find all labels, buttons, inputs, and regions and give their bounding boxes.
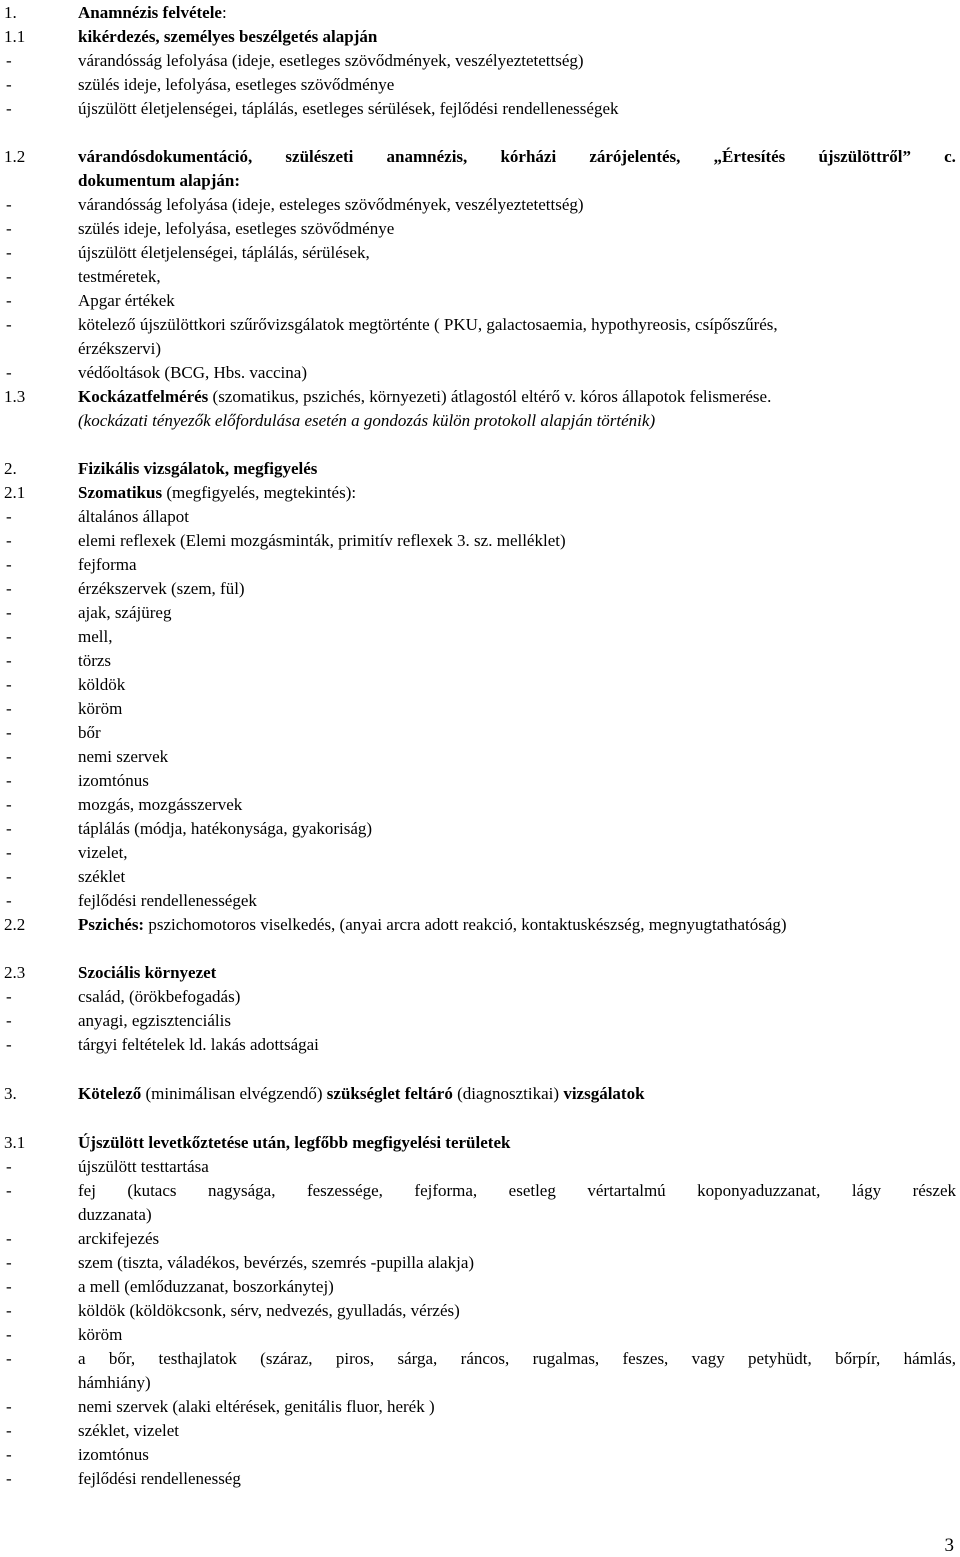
list-dash: - [6,579,12,598]
list-dash: - [6,1277,12,1296]
list-item: köröm [78,1325,123,1344]
list-dash: - [6,651,12,670]
section-3-title-normal-2: (diagnosztikai) [452,1084,564,1103]
list-item: fejlődési rendellenesség [78,1469,241,1488]
list-dash: - [6,819,12,838]
list-item: anyagi, egzisztenciális [78,1011,231,1030]
list-item: szülés ideje, lefolyása, esetleges szövődménye [78,219,395,238]
list-item: szülés ideje, lefolyása, esetleges szövődménye [78,75,395,94]
section-3-title-bold-2: szükséglet feltáró [326,1084,453,1103]
section-3-1-title: Újszülött levetkőztetése után, legfőbb megfigyelési területek [78,1133,511,1152]
list-dash: - [6,1011,12,1030]
section-2-title: Fizikális vizsgálatok, megfigyelés [78,459,318,478]
title-word: „Értesítés [713,147,786,166]
section-1-2-number: 1.2 [4,147,26,166]
section-2-1-bold: Szomatikus [78,483,163,502]
list-item: köldök (köldökcsonk, sérv, nedvezés, gyulladás, vérzés) [78,1301,460,1320]
list-dash: - [6,843,12,862]
list-dash: - [6,1035,12,1054]
list-item: általános állapot [78,507,189,526]
list-item: védőoltások (BCG, Hbs. vaccina) [78,363,307,382]
list-dash: - [6,1253,12,1272]
section-1-title-text: Anamnézis felvétele [78,3,222,22]
title-word: zárójelentés, [589,147,681,166]
list-dash: - [6,1469,12,1488]
section-1-2-title-continued: dokumentum alapján: [78,171,241,190]
list-dash: - [6,771,12,790]
list-dash: - [6,1349,12,1368]
section-3-title-bold-1: Kötelező [78,1084,142,1103]
section-2-2-number: 2.2 [4,915,26,934]
list-item: izomtónus [78,771,149,790]
section-1-3-number: 1.3 [4,387,26,406]
list-item: várandósság lefolyása (ideje, esetleges szövődmények, veszélyeztetettség) [78,51,584,70]
section-2-2-text [78,916,787,933]
list-dash: - [6,75,12,94]
list-dash: - [6,867,12,886]
list-item: a mell (emlőduzzanat, boszorkánytej) [78,1277,334,1296]
list-item: mozgás, mozgásszervek [78,795,243,814]
list-dash: - [6,1229,12,1248]
list-item: szem (tiszta, váladékos, bevérzés, szemrés -pupilla alakja) [78,1253,475,1272]
section-2-1-rest: (megfigyelés, megtekintés): [162,483,357,502]
section-3-number: 3. [4,1084,17,1103]
list-dash: - [6,363,12,382]
section-1-1-number: 1.1 [4,27,26,46]
title-word: várandósdokumentáció, [78,147,253,166]
list-item: nemi szervek (alaki eltérések, genitális fluor, herék ) [78,1397,435,1416]
list-item: vizelet, [78,843,128,862]
section-2-1-title [78,484,356,501]
list-dash: - [6,243,12,262]
title-word: anamnézis, [386,147,468,166]
section-2-3-number: 2.3 [4,963,26,982]
list-item: széklet, vizelet [78,1421,180,1440]
section-1-1-title: kikérdezés, személyes beszélgetés alapján [78,27,378,46]
section-3-title-normal-1: (minimálisan elvégzendő) [141,1084,327,1103]
list-item: elemi reflexek (Elemi mozgásminták, primitív reflexek 3. sz. melléklet) [78,531,566,550]
list-item: várandósság lefolyása (ideje, esteleges szövődmények, veszélyeztetettség) [78,195,584,214]
list-dash: - [6,699,12,718]
section-2-2-rest: pszichomotoros viselkedés, (anyai arcra adott reakció, kontaktuskészség, megnyugtathatóság) [144,915,787,934]
list-dash: - [6,1301,12,1320]
list-item-continued: érzékszervi) [78,339,162,358]
title-word: újszülöttről” [818,147,911,166]
page-number: 3 [944,1535,954,1556]
list-dash: - [6,1157,12,1176]
list-dash: - [6,675,12,694]
title-word: kórházi [500,147,557,166]
title-word: c. [944,147,956,166]
list-item: széklet [78,867,126,886]
section-1-title-suffix: : [221,3,227,22]
section-2-3-title: Szociális környezet [78,963,217,982]
list-item: táplálás (módja, hatékonysága, gyakoriság) [78,819,373,838]
list-item-continued: hámhiány) [78,1373,151,1392]
section-2-number: 2. [4,459,17,478]
section-1-3-note: (kockázati tényezők előfordulása esetén a gondozás külön protokoll alapján történik) [78,411,656,430]
list-item: család, (örökbefogadás) [78,987,241,1006]
list-item: törzs [78,651,112,670]
list-item: fejforma [78,555,137,574]
section-1-3-title [78,388,771,405]
section-3-1-number: 3.1 [4,1133,26,1152]
list-dash: - [6,315,12,334]
list-item: fejlődési rendellenességek [78,891,257,910]
list-item: fej (kutacs nagysága, feszessége, fejforma, esetleg vértartalmú koponyaduzzanat, lágy részek [78,1181,956,1200]
list-item: újszülött testtartása [78,1157,209,1176]
list-item: érzékszervek (szem, fül) [78,579,245,598]
section-2-2-bold: Pszichés: [78,915,145,934]
section-1-title [78,4,227,21]
list-dash: - [6,219,12,238]
section-1-3-bold: Kockázatfelmérés [78,387,209,406]
section-1-2-title-line [78,148,956,165]
list-item: izomtónus [78,1445,149,1464]
list-item: kötelező újszülöttkori szűrővizsgálatok megtörténte ( PKU, galactosaemia, hypothyreosis, csípőszűrés, [78,315,778,334]
section-2-1-number: 2.1 [4,483,26,502]
title-word: szülészeti [285,147,354,166]
section-3-title [78,1085,645,1102]
list-dash: - [6,267,12,286]
list-dash: - [6,51,12,70]
section-1-3-rest: (szomatikus, pszichés, környezeti) átlagostól eltérő v. [208,387,581,406]
list-item: tárgyi feltételek ld. lakás adottságai [78,1035,319,1054]
list-dash: - [6,723,12,742]
list-dash: - [6,987,12,1006]
list-item: Apgar értékek [78,291,175,310]
list-dash: - [6,531,12,550]
list-dash: - [6,1421,12,1440]
list-dash: - [6,291,12,310]
section-1-3-rest-b: kóros állapotok felismerése. [580,387,772,406]
list-dash: - [6,1397,12,1416]
list-item: nemi szervek [78,747,169,766]
section-3-title-bold-3: vizsgálatok [563,1084,645,1103]
list-item-continued: duzzanata) [78,1205,152,1224]
list-dash: - [6,627,12,646]
list-item: újszülött életjelenségei, táplálás, sérülések, [78,243,370,262]
list-item: a bőr, testhajlatok (száraz, piros, sárga, ráncos, rugalmas, feszes, vagy petyhüdt, bőrpír, hámlás, [78,1349,956,1368]
list-item: bőr [78,723,101,742]
list-dash: - [6,555,12,574]
list-dash: - [6,99,12,118]
list-dash: - [6,891,12,910]
list-item: testméretek, [78,267,161,286]
list-dash: - [6,795,12,814]
section-1-number: 1. [4,3,17,22]
list-dash: - [6,603,12,622]
list-dash: - [6,1445,12,1464]
list-item: ajak, szájüreg [78,603,172,622]
list-item: köröm [78,699,123,718]
list-item: arckifejezés [78,1229,160,1248]
list-dash: - [6,507,12,526]
list-dash: - [6,1325,12,1344]
list-item: újszülött életjelenségei, táplálás, esetleges sérülések, fejlődési rendellenességek [78,99,619,118]
list-item: mell, [78,627,113,646]
list-item: köldök [78,675,126,694]
list-dash: - [6,1181,12,1200]
list-dash: - [6,195,12,214]
list-dash: - [6,747,12,766]
